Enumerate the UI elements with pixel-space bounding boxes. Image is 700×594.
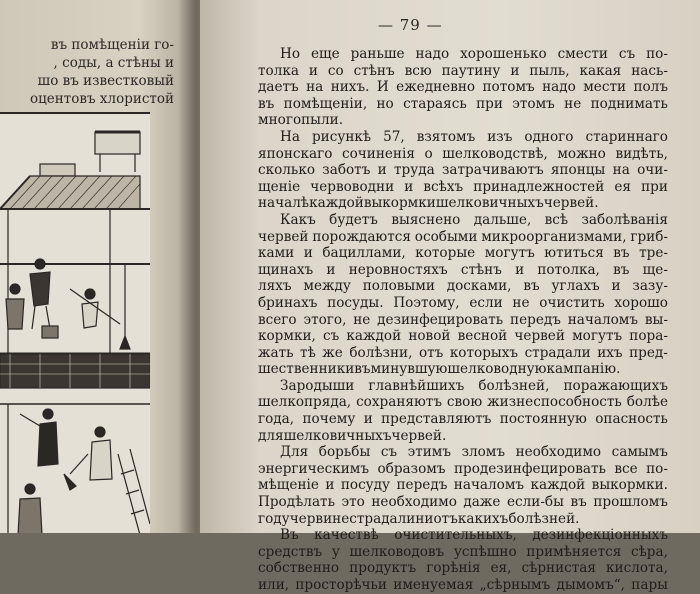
text-line: японскаго сочиненія о шелководствѣ, можно видѣть,	[258, 145, 668, 162]
left-line: оцентовъ хлористой	[30, 91, 174, 107]
text-line: началѣ каждой выкормки шелковичныхъ червей.	[258, 195, 599, 212]
text-line: энергическимъ образомъ продезинфецировать все по-	[258, 460, 668, 477]
text-line: средствъ у шелководовъ успѣшно примѣняется сѣра,	[258, 543, 668, 560]
text-line: ками и бациллами, которые могутъ ютиться въ тре-	[258, 245, 668, 262]
text-line: щинахъ и неровностяхъ стѣнъ и потолка, въ ще-	[258, 261, 668, 278]
text-line: На рисункѣ 57, взятомъ изъ одного стариннаго	[280, 128, 668, 145]
body-text	[258, 46, 668, 594]
left-line: шо въ известковый	[37, 73, 174, 89]
text-line: года, почему и представляютъ постоянную опасность	[258, 411, 668, 428]
text-line: Какъ будетъ выяснено дальше, всѣ заболѣванія	[280, 211, 668, 228]
text-line: жать тѣ же болѣзни, отъ которыхъ страдали ихъ пред-	[258, 344, 668, 361]
left-page-text	[4, 36, 174, 108]
text-line: даетъ на нихъ. И ежедневно потомъ надо мести полъ	[258, 79, 668, 96]
text-line: году черви не страдали ни отъ какихъ болѣзней.	[258, 510, 580, 527]
text-line: Въ качествѣ очистительныхъ, дезинфекціонныхъ	[280, 527, 668, 544]
text-line: собственно продуктъ горѣнія ея, сѣрнистая кислота,	[258, 560, 668, 577]
text-line: сколько заботъ и труда затрачиваютъ японцы на очи-	[258, 162, 668, 179]
text-line: щеніе червоводни и всѣхъ принадлежностей ея при	[258, 178, 668, 195]
text-line: или, просторѣчьи именуемая „сѣрнымъ дымомъ“, пары	[258, 577, 668, 593]
text-line: Но еще раньше надо хорошенько смести съ по-	[280, 46, 668, 62]
left-line: , соды, а стѣны и	[53, 55, 174, 71]
text-line: ляхъ между половыми досками, въ углахъ и зазу-	[258, 278, 668, 295]
text-line: Зародыши главнѣйшихъ болѣзней, поражающихъ	[280, 377, 668, 394]
text-line: много пыли.	[258, 112, 344, 129]
text-line: Для борьбы съ этимъ зломъ необходимо самымъ	[280, 444, 668, 461]
left-page	[0, 0, 200, 533]
text-line: для шелковичныхъ червей.	[258, 427, 447, 444]
text-line: въ помѣщеніи, но стараясь при этомъ не поднимать	[258, 95, 668, 112]
text-line: бринахъ посуды. Поэтому, если не очистить хорошо	[258, 294, 668, 311]
illustration-japanese-silkworm-house	[0, 112, 150, 533]
text-line: толка и со стѣнъ всю паутину и пыль, какая нась-	[258, 62, 668, 79]
page-number: — 79 —	[378, 16, 443, 34]
text-line: шелкопряда, сохраняютъ свою жизнеспособность болѣе	[258, 394, 668, 411]
text-line: кормки, съ каждой новой весной червей могутъ пора-	[258, 328, 668, 345]
text-line: всего этого, не дезинфецировать передъ началомъ вы-	[258, 311, 668, 328]
text-line: шественники въ минувшую шелководную кампанію.	[258, 361, 621, 378]
text-line: мѣщеніе и посуду передъ началомъ каждой выкормки.	[258, 477, 668, 494]
text-line: червей порождаются особыми микроорганизмами, гриб-	[258, 228, 668, 245]
left-line: въ помѣщеніи го-	[50, 37, 174, 53]
text-line: Продѣлать это необходимо даже если-бы въ прошломъ	[258, 494, 668, 511]
